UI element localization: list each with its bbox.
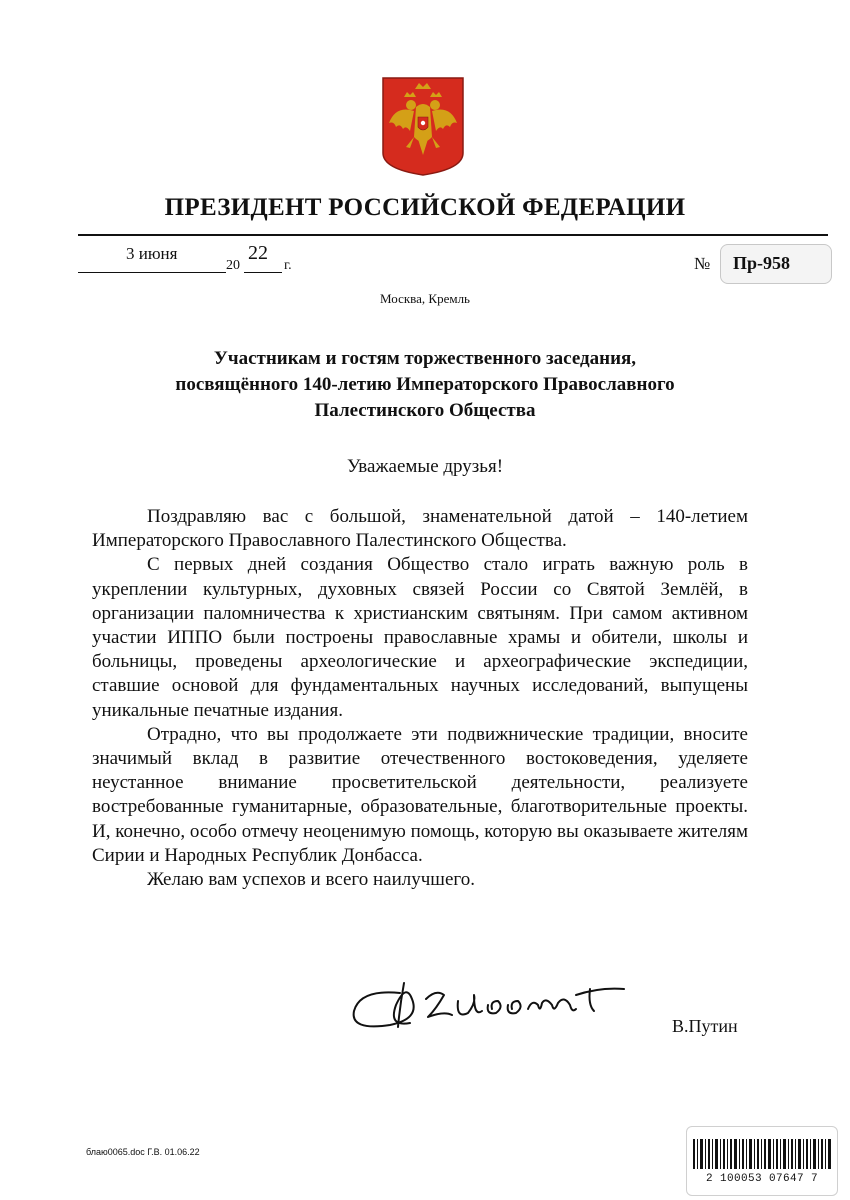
barcode-sticker [686,1126,838,1196]
document-date: 3 июня [126,244,178,263]
place-of-issue: Москва, Кремль [380,291,470,306]
greeting: Уважаемые друзья! [346,456,504,477]
page-title: ПРЕЗИДЕНТ РОССИЙСКОЙ ФЕДЕРАЦИИ [164,194,686,221]
year-suffix: 22 [248,242,268,264]
body-paragraph: Отрадно, что вы продолжаете эти подвижнические традиции, вносите значимый вклад в развитие отечественного востоковедения, уделяете неустанное внимание просветительской деятельности, реализуете востребованные гуманитарные, образовательные, благотворительные проекты. И, конечно, особо отмечу неоценимую помощь, которую вы оказываете жителям Сирии и Народных Республик Донбасса. [92,723,748,866]
year-prefix: 20 [226,258,240,273]
addressee-heading [120,346,730,424]
year-underline [244,272,282,273]
date-line [78,242,318,276]
number-label: № [694,254,711,273]
barcode-icon [693,1139,831,1169]
coat-of-arms-icon [380,75,466,177]
handwritten-signature [340,965,630,1045]
date-underline [78,272,226,273]
document-number: Пр-958 [733,253,791,273]
addressee-line: Палестинского Общества [314,400,536,421]
body-paragraph: С первых дней создания Общество стало играть важную роль в укреплении культурных, духовных связей России со Святой Землёй, в организации паломничества к христианским святыням. При самом активном участии ИППО были построены православные храмы и обители, школы и больницы, проведены археологические и археографические экспедиции, ставшие основой для фундаментальных научных исследований, выпущены уникальные печатные издания. [92,554,748,721]
body-paragraph: Желаю вам успехов и всего наилучшего. [147,869,475,891]
body-paragraph: Поздравляю вас с большой, знаменательной датой – 140-летием Императорского Православного Палестинского Общества. [92,506,748,552]
letter-body [92,505,748,892]
year-letter: г. [284,258,292,273]
addressee-line: посвящённого 140-летию Императорского Православного [175,374,675,395]
addressee-line: Участникам и гостям торжественного заседания, [213,348,637,369]
header-divider [78,234,828,236]
file-reference: блаю0065.doc Г.В. 01.06.22 [86,1147,200,1157]
barcode-number: 2 100053 07647 7 [705,1173,819,1185]
signer-name: В.Путин [672,1016,738,1036]
document-number-stamp [720,244,832,284]
